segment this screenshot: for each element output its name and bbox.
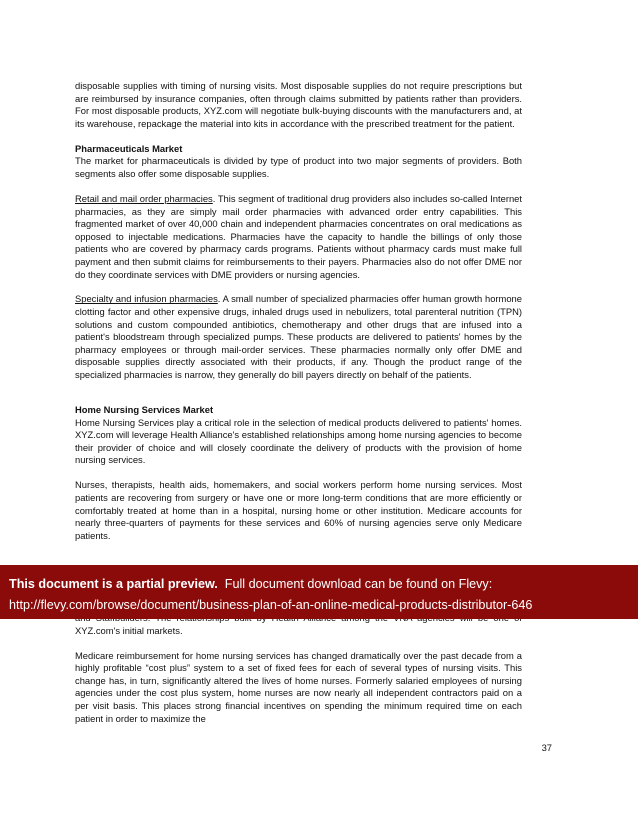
paragraph-retail-pharmacies [75,193,522,281]
paragraph-vna-agencies: XYZ.com's initial markets. [75,624,183,636]
paragraph-home-nursing-intro: Home Nursing Services play a critical role in the selection of medical products delivered to patients' homes. XYZ.com will leverage Health Alliance's established relationships among home nursing agencies to become their provider of choice and will closely coordinate the delivery of products with the provision of home nursing services. [75,416,522,466]
preview-notice-bold: This document is a partial preview. [9,577,218,591]
paragraph-medicare-reimbursement: Medicare reimbursement for home nursing services has changed dramatically over the past decade from a highly profitable “cost plus” system to a set of fixed fees for each of several types of nursing visits. This change has, in turn, significantly altered the lives of home nurses. Formerly salaried employees of nursing agencies under the cost plus system, home nurses are now nearly all independent contractors paid on a per visit basis. This places strong financial incentives on spending the minimum required time on each patient in order to maximize the [75,649,522,724]
body-text-lower [75,612,522,738]
heading-pharmaceuticals-market: Pharmaceuticals Market [75,142,183,154]
paragraph-specialty-pharmacies [75,293,522,381]
specialty-pharmacies-label: Specialty and infusion pharmacies [75,293,218,305]
download-link[interactable]: http://flevy.com/browse/document/business-plan-of-an-online-medical-products-distributor-646 [9,598,533,612]
preview-banner [0,565,638,619]
heading-home-nursing-market: Home Nursing Services Market [75,404,214,416]
preview-notice [9,577,492,591]
paragraph-pharmaceuticals-intro: The market for pharmaceuticals is divided by type of product into two major segments of providers. Both segments also offer some disposable supplies. [75,155,522,179]
paragraph-disposable-supplies: disposable supplies with timing of nursing visits. Most disposable supplies do not require prescriptions but are reimbursed by insurance companies, often through claims submitted by patients rather than providers. For most disposable products, XYZ.com will negotiate bulk-buying discounts with the manufacturers and, at its warehouse, repackage the material into kits in accordance with the prescribed treatment for the patient. [75,80,522,129]
retail-pharmacies-text: . This segment of traditional drug providers also includes so-called Internet pharmacies, as they are simply mail order pharmacies with advanced order entry capabilities. This fragmented market of over 40,000 chain and independent pharmacies concentrates on oral medications as opposed to injectable medications. Pharmacies have the capacity to handle the billings of only those patients who are covered by pharmacy cards programs. Patients without pharmacy cards must make full payment and then submit claims for reimbursements to their payers. Pharmacies also do not offer DME nor do they coordinate services with DME providers or nursing agencies. [75,192,522,280]
paragraph-nurses: Nurses, therapists, health aids, homemakers, and social workers perform home nursing services. Most patients are recovering from surgery or have one or more long-term conditions that are more efficiently or comfortably treated at home than in a hospital, nursing home or other institution. Medicare accounts for nearly three-quarters of payments for these services and 60% of nursing agencies serve only Medicare patients. [75,479,522,541]
retail-pharmacies-label: Retail and mail order pharmacies [75,192,213,204]
page-number: 37 [541,742,552,753]
specialty-pharmacies-text: . A small number of specialized pharmacies offer human growth hormone clotting factor and other expensive drugs, inhaled drugs used in nebulizers, total parenteral nutrition (TPN) solutions and custom compounded antibiotics, chemotherapy and other drugs that are infused into a patient's bloodstream through specialized pumps. These products are delivered to patients' homes by the pharmacy employees or through mail-order services. These pharmacies normally only offer DME and disposable supplies directly associated with their products, if any. Though the product range of the specialized pharmacies is narrow, they generally do bill payers directly on behalf of the patients. [75,293,522,381]
body-text-upper [75,80,522,555]
preview-notice-text: Full document download can be found on Flevy: [224,577,493,591]
